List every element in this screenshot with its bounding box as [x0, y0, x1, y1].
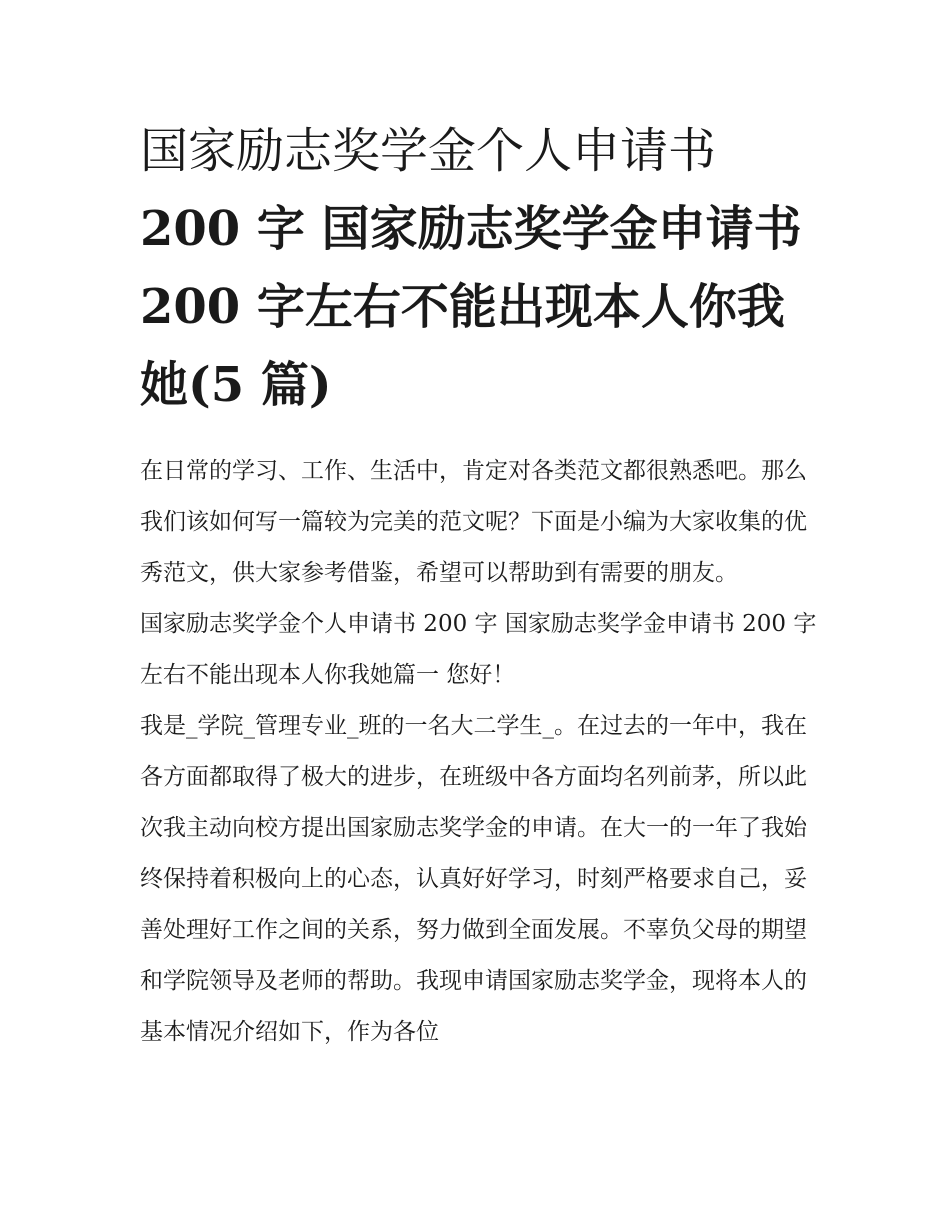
body-paragraph: 我是_学院_管理专业_班的一名大二学生_。在过去的一年中，我在各方面都取得了极大的进步，在班级中各方面均名列前茅，所以此次我主动向校方提出国家励志奖学金的申请。在大一的一年了我始终保持着积极向上的心态，认真好好学习，时刻严格要求自己，妥善处理好工作之间的关系，努力做到全面发展。不辜负父母的期望和学院领导及老师的帮助。我现申请国家励志奖学金，现将本人的基本情况介绍如下，作为各位 [140, 713, 807, 1045]
title-line-3: 200 字左右不能出现本人你我 [140, 279, 785, 335]
document-body [140, 446, 820, 1058]
document-page [140, 112, 820, 1058]
title-line-1: 国家励志奖学金个人申请书 [140, 123, 717, 179]
intro-paragraph: 在日常的学习、工作、生活中，肯定对各类范文都很熟悉吧。那么我们该如何写一篇较为完美的范文呢？下面是小编为大家收集的优秀范文，供大家参考借鉴，希望可以帮助到有需要的朋友。 [140, 458, 807, 586]
document-title [140, 112, 820, 424]
title-line-2: 200 字 国家励志奖学金申请书 [140, 201, 802, 257]
title-line-4: 她(5 篇) [140, 357, 332, 413]
section-heading-paragraph: 国家励志奖学金个人申请书 200 字 国家励志奖学金申请书 200 字左右不能出现本人你我她篇一 您好！ [140, 611, 817, 688]
